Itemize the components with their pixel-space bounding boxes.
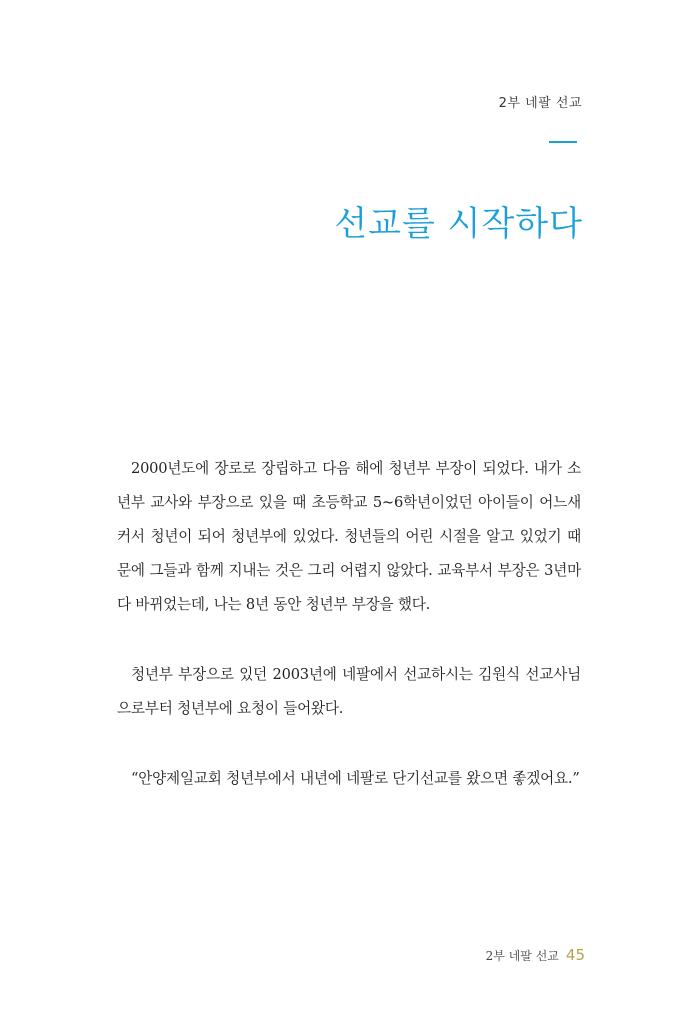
body-paragraph: “안양제일교회 청년부에서 내년에 네팔로 단기선교를 왔으면 좋겠어요.” <box>131 770 580 787</box>
chapter-title: 선교를 시작하다 <box>334 204 583 244</box>
running-section-label: 2부 네팔 선교 <box>498 96 582 111</box>
footer-section-label: 2부 네팔 선교 <box>485 949 559 963</box>
body-text <box>117 452 581 832</box>
section-divider <box>549 141 577 143</box>
page-footer <box>486 946 585 964</box>
page-number: 45 <box>565 946 585 964</box>
body-paragraph: 2000년도에 장로로 장립하고 다음 해에 청년부 부장이 되었다. 내가 소년부 교사와 부장으로 있을 때 초등학교 5~6학년이었던 아이들이 어느새 커서 청년이 되어 청년부에 있었다. 청년들의 어린 시절을 알고 있었기 때문에 그들과 함께 지내는 것은 그리 어렵지 않았다. 교육부서 부장은 3년마다 바뀌었는데, 나는 8년 동안 청년부 부장을 했다. <box>117 460 581 613</box>
body-paragraph: 청년부 부장으로 있던 2003년에 네팔에서 선교하시는 김원식 선교사님으로부터 청년부에 요청이 들어왔다. <box>117 666 581 717</box>
